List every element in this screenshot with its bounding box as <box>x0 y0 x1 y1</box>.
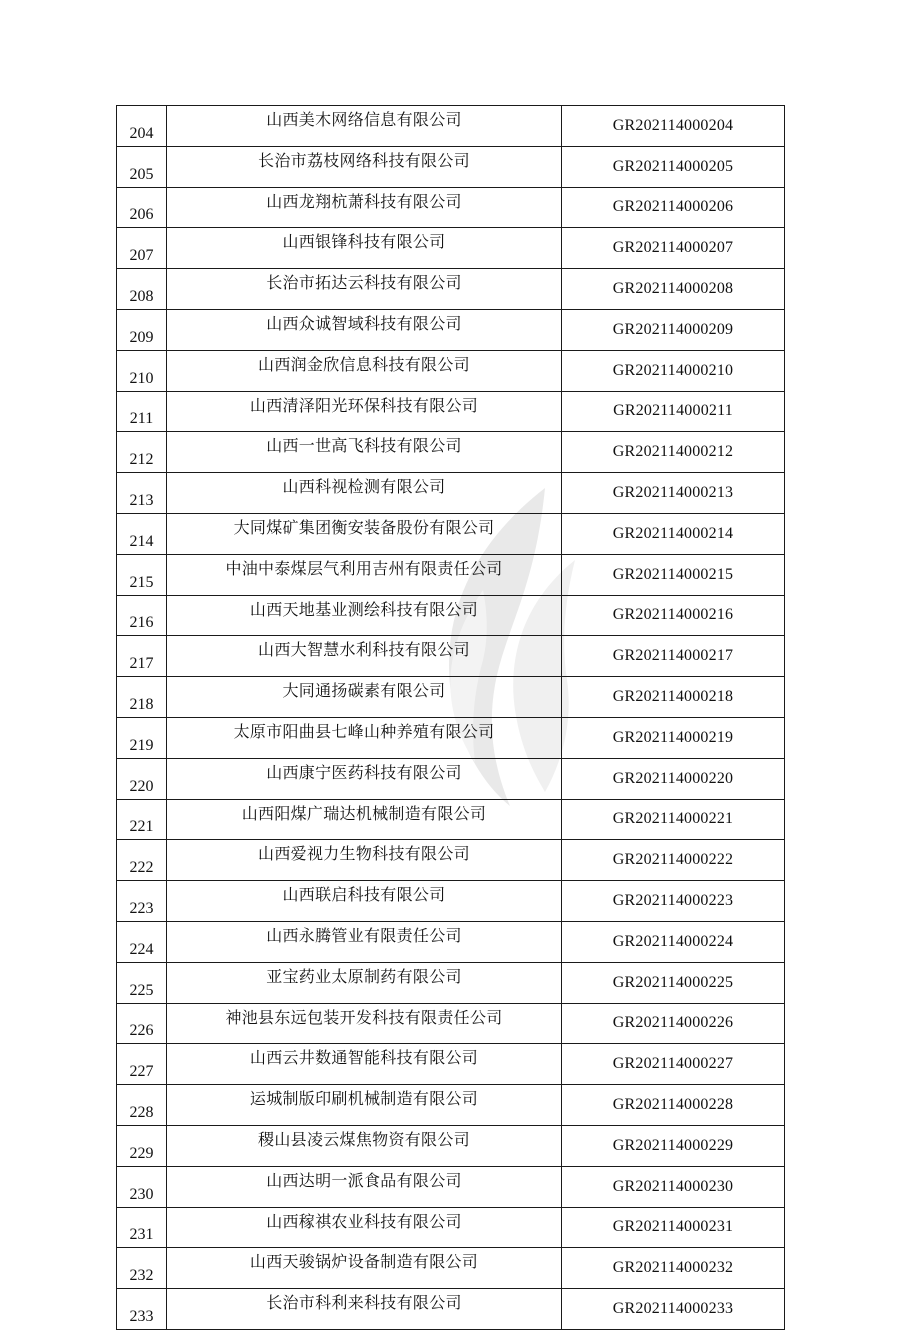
certificate-code-cell: GR202114000221 <box>562 799 785 840</box>
certificate-code-cell: GR202114000218 <box>562 677 785 718</box>
certificate-code-cell: GR202114000232 <box>562 1248 785 1289</box>
certificate-code-cell: GR202114000217 <box>562 636 785 677</box>
certificate-code-cell: GR202114000209 <box>562 309 785 350</box>
row-number-cell: 219 <box>117 717 167 758</box>
certificate-code-cell: GR202114000207 <box>562 228 785 269</box>
certificate-code-cell: GR202114000210 <box>562 350 785 391</box>
certificate-code-cell: GR202114000233 <box>562 1289 785 1330</box>
row-number-cell: 232 <box>117 1248 167 1289</box>
certificate-code-cell: GR202114000213 <box>562 473 785 514</box>
company-name-cell: 山西阳煤广瑞达机械制造有限公司 <box>167 799 562 840</box>
row-number-cell: 208 <box>117 269 167 310</box>
company-name-cell: 山西龙翔杭萧科技有限公司 <box>167 187 562 228</box>
row-number-cell: 233 <box>117 1289 167 1330</box>
company-name-cell: 长治市拓达云科技有限公司 <box>167 269 562 310</box>
row-number-cell: 207 <box>117 228 167 269</box>
company-name-cell: 山西众诚智域科技有限公司 <box>167 309 562 350</box>
company-name-cell: 山西美木网络信息有限公司 <box>167 106 562 147</box>
certificate-code-cell: GR202114000223 <box>562 881 785 922</box>
row-number-cell: 209 <box>117 309 167 350</box>
table-row <box>117 1207 785 1248</box>
table-row <box>117 350 785 391</box>
company-roster-table <box>116 105 785 1330</box>
certificate-code-cell: GR202114000214 <box>562 513 785 554</box>
table-row <box>117 717 785 758</box>
company-name-cell: 亚宝药业太原制药有限公司 <box>167 962 562 1003</box>
row-number-cell: 213 <box>117 473 167 514</box>
row-number-cell: 212 <box>117 432 167 473</box>
table-row <box>117 269 785 310</box>
table-row <box>117 1085 785 1126</box>
certificate-code-cell: GR202114000219 <box>562 717 785 758</box>
company-name-cell: 长治市荔枝网络科技有限公司 <box>167 146 562 187</box>
certificate-code-cell: GR202114000215 <box>562 554 785 595</box>
row-number-cell: 205 <box>117 146 167 187</box>
row-number-cell: 211 <box>117 391 167 432</box>
table-row <box>117 473 785 514</box>
table-row <box>117 595 785 636</box>
certificate-code-cell: GR202114000205 <box>562 146 785 187</box>
company-name-cell: 山西大智慧水利科技有限公司 <box>167 636 562 677</box>
company-name-cell: 山西天地基业测绘科技有限公司 <box>167 595 562 636</box>
company-name-cell: 大同通扬碳素有限公司 <box>167 677 562 718</box>
table-row <box>117 1166 785 1207</box>
row-number-cell: 218 <box>117 677 167 718</box>
certificate-code-cell: GR202114000206 <box>562 187 785 228</box>
row-number-cell: 210 <box>117 350 167 391</box>
row-number-cell: 221 <box>117 799 167 840</box>
table-row <box>117 228 785 269</box>
certificate-code-cell: GR202114000230 <box>562 1166 785 1207</box>
row-number-cell: 229 <box>117 1125 167 1166</box>
table-row <box>117 554 785 595</box>
row-number-cell: 217 <box>117 636 167 677</box>
company-name-cell: 太原市阳曲县七峰山种养殖有限公司 <box>167 717 562 758</box>
row-number-cell: 206 <box>117 187 167 228</box>
table-row <box>117 1289 785 1330</box>
table-row <box>117 799 785 840</box>
company-name-cell: 山西润金欣信息科技有限公司 <box>167 350 562 391</box>
certificate-code-cell: GR202114000228 <box>562 1085 785 1126</box>
company-name-cell: 中油中泰煤层气利用吉州有限责任公司 <box>167 554 562 595</box>
company-name-cell: 山西云井数通智能科技有限公司 <box>167 1044 562 1085</box>
company-name-cell: 山西达明一派食品有限公司 <box>167 1166 562 1207</box>
row-number-cell: 215 <box>117 554 167 595</box>
company-name-cell: 山西联启科技有限公司 <box>167 881 562 922</box>
table-row <box>117 1248 785 1289</box>
certificate-code-cell: GR202114000216 <box>562 595 785 636</box>
row-number-cell: 231 <box>117 1207 167 1248</box>
certificate-code-cell: GR202114000211 <box>562 391 785 432</box>
table-row <box>117 921 785 962</box>
company-name-cell: 运城制版印刷机械制造有限公司 <box>167 1085 562 1126</box>
certificate-code-cell: GR202114000226 <box>562 1003 785 1044</box>
certificate-code-cell: GR202114000222 <box>562 840 785 881</box>
certificate-code-cell: GR202114000224 <box>562 921 785 962</box>
table-row <box>117 309 785 350</box>
company-name-cell: 长治市科利来科技有限公司 <box>167 1289 562 1330</box>
company-name-cell: 大同煤矿集团衡安装备股份有限公司 <box>167 513 562 554</box>
company-name-cell: 山西一世高飞科技有限公司 <box>167 432 562 473</box>
row-number-cell: 222 <box>117 840 167 881</box>
company-name-cell: 山西爱视力生物科技有限公司 <box>167 840 562 881</box>
table-row <box>117 881 785 922</box>
row-number-cell: 225 <box>117 962 167 1003</box>
row-number-cell: 216 <box>117 595 167 636</box>
table-row <box>117 146 785 187</box>
table-row <box>117 962 785 1003</box>
certificate-code-cell: GR202114000208 <box>562 269 785 310</box>
table-row <box>117 1044 785 1085</box>
company-name-cell: 稷山县凌云煤焦物资有限公司 <box>167 1125 562 1166</box>
table-row <box>117 677 785 718</box>
table-row <box>117 513 785 554</box>
table-row <box>117 432 785 473</box>
certificate-code-cell: GR202114000212 <box>562 432 785 473</box>
row-number-cell: 224 <box>117 921 167 962</box>
table-row <box>117 1125 785 1166</box>
row-number-cell: 226 <box>117 1003 167 1044</box>
table-row <box>117 187 785 228</box>
row-number-cell: 223 <box>117 881 167 922</box>
company-name-cell: 山西永腾管业有限责任公司 <box>167 921 562 962</box>
certificate-code-cell: GR202114000231 <box>562 1207 785 1248</box>
company-name-cell: 山西银锋科技有限公司 <box>167 228 562 269</box>
table-row <box>117 840 785 881</box>
company-name-cell: 山西康宁医药科技有限公司 <box>167 758 562 799</box>
roster-table-body <box>117 106 785 1330</box>
certificate-code-cell: GR202114000225 <box>562 962 785 1003</box>
table-row <box>117 391 785 432</box>
company-name-cell: 神池县东远包装开发科技有限责任公司 <box>167 1003 562 1044</box>
company-name-cell: 山西天骏锅炉设备制造有限公司 <box>167 1248 562 1289</box>
row-number-cell: 214 <box>117 513 167 554</box>
row-number-cell: 220 <box>117 758 167 799</box>
certificate-code-cell: GR202114000229 <box>562 1125 785 1166</box>
company-name-cell: 山西科视检测有限公司 <box>167 473 562 514</box>
table-row <box>117 758 785 799</box>
table-row <box>117 106 785 147</box>
certificate-code-cell: GR202114000204 <box>562 106 785 147</box>
company-name-cell: 山西稼祺农业科技有限公司 <box>167 1207 562 1248</box>
certificate-code-cell: GR202114000220 <box>562 758 785 799</box>
row-number-cell: 204 <box>117 106 167 147</box>
row-number-cell: 228 <box>117 1085 167 1126</box>
company-name-cell: 山西清泽阳光环保科技有限公司 <box>167 391 562 432</box>
row-number-cell: 230 <box>117 1166 167 1207</box>
certificate-code-cell: GR202114000227 <box>562 1044 785 1085</box>
table-row <box>117 1003 785 1044</box>
table-row <box>117 636 785 677</box>
row-number-cell: 227 <box>117 1044 167 1085</box>
